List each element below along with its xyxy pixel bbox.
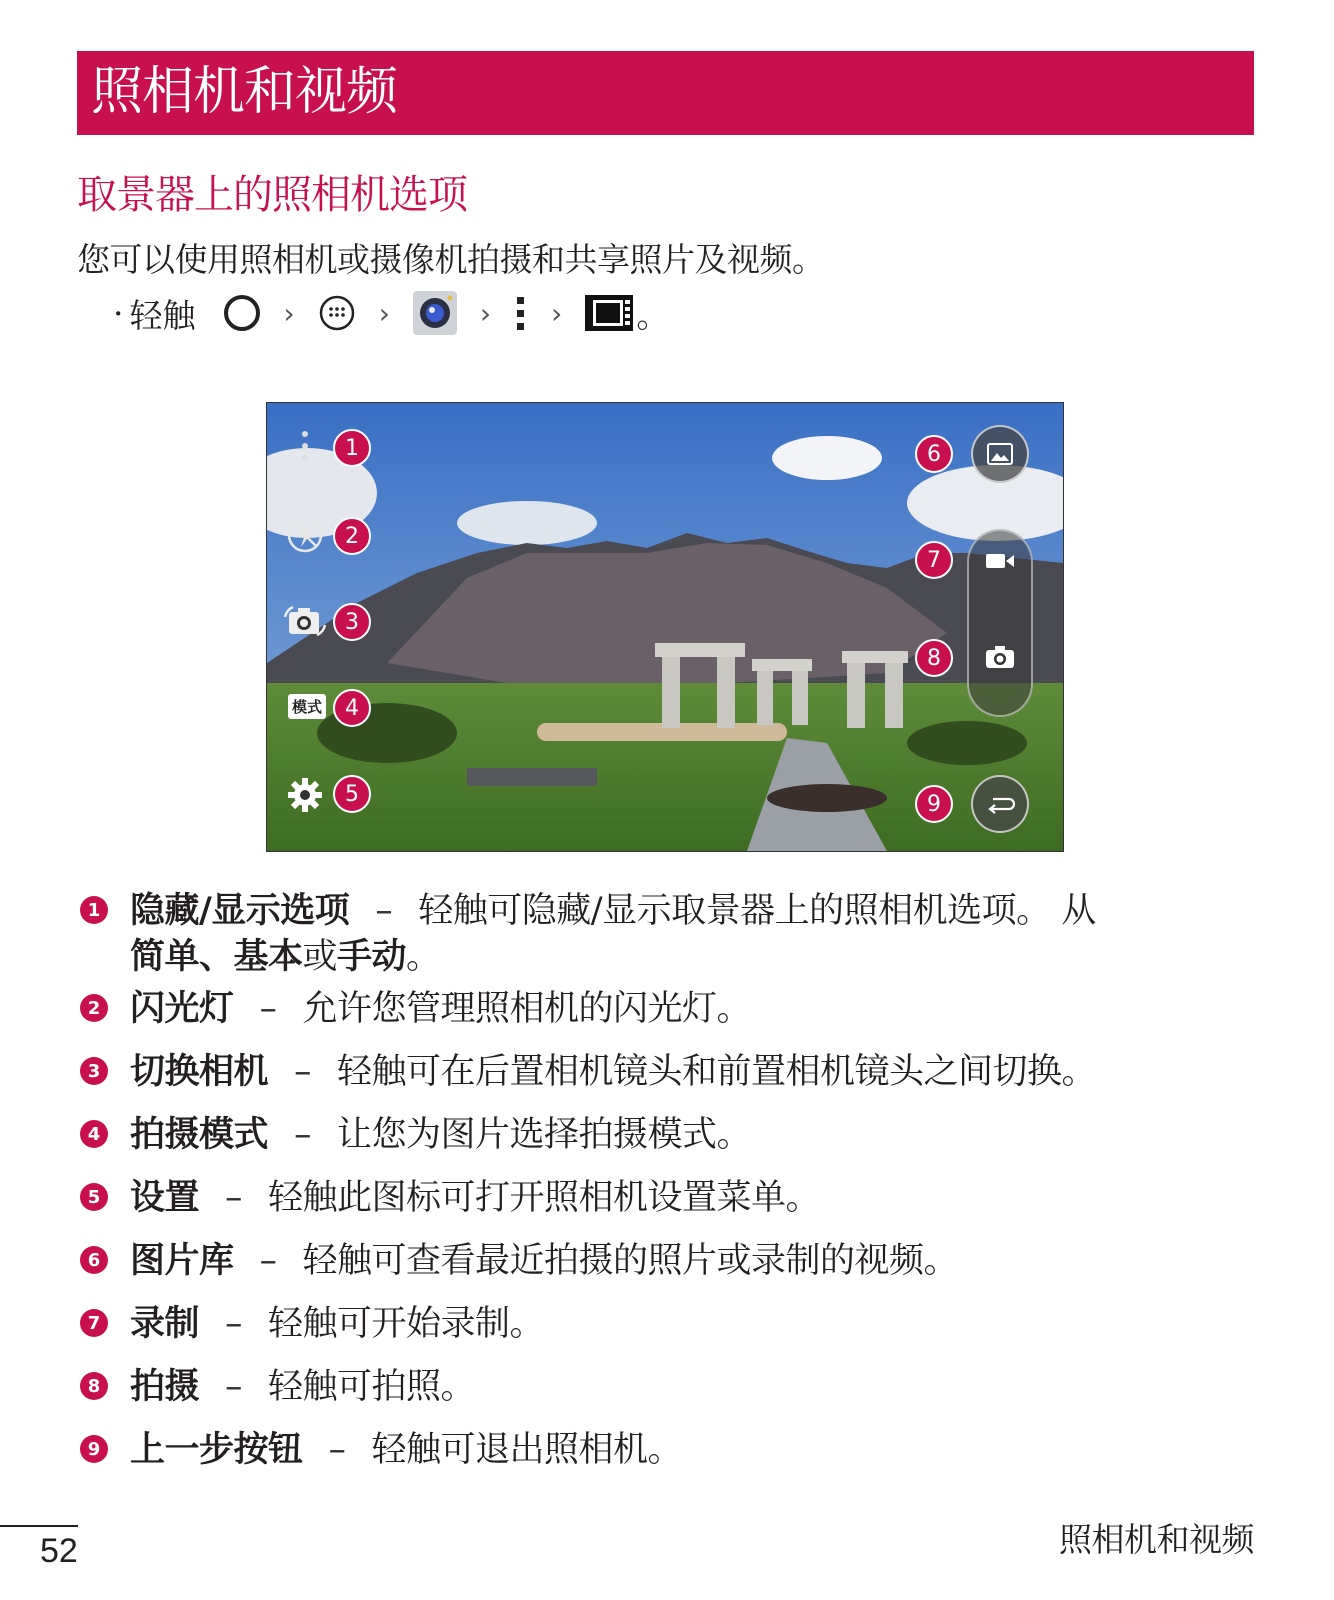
badge-4: 4	[333, 689, 371, 727]
separator: ›	[283, 296, 295, 330]
gallery-button[interactable]	[971, 425, 1029, 483]
item-desc: 让您为图片选择拍摄模式。	[337, 1115, 752, 1155]
mode-label: 模式	[288, 694, 326, 719]
flash-off-icon[interactable]	[285, 515, 325, 555]
list-item: 4 拍摄模式 – 让您为图片选择拍摄模式。	[80, 1112, 751, 1158]
shot-mode-button[interactable]	[285, 691, 329, 721]
switch-camera-icon[interactable]	[283, 601, 327, 641]
item-desc: 轻触此图标可打开照相机设置菜单。	[268, 1178, 821, 1218]
badge-7: 7	[915, 541, 953, 579]
badge-9: 9	[915, 785, 953, 823]
item-number: 8	[80, 1372, 108, 1400]
item-number: 4	[80, 1120, 108, 1148]
item-number: 3	[80, 1057, 108, 1085]
item-term: 隐藏/显示选项	[130, 891, 350, 931]
film-icon	[584, 293, 634, 333]
list-item: 8 拍摄 – 轻触可拍照。	[80, 1364, 475, 1410]
section-title: 取景器上的照相机选项	[77, 172, 467, 218]
list-item: 5 设置 – 轻触此图标可打开照相机设置菜单。	[80, 1175, 820, 1221]
steps-label: 轻触	[129, 295, 196, 335]
item-term: 设置	[130, 1178, 200, 1218]
back-arrow-icon	[985, 793, 1015, 815]
item-number: 7	[80, 1309, 108, 1337]
item-desc: 轻触可退出照相机。	[371, 1430, 683, 1470]
badge-8: 8	[915, 639, 953, 677]
item-term: 拍摄模式	[130, 1115, 269, 1155]
separator: ›	[378, 296, 390, 330]
item-desc: 轻触可开始录制。	[268, 1304, 545, 1344]
badge-1: 1	[333, 429, 371, 467]
list-item: 3 切换相机 – 轻触可在后置相机镜头和前置相机镜头之间切换。	[80, 1049, 1096, 1095]
capture-button[interactable]	[972, 629, 1028, 685]
item-desc: 轻触可隐藏/显示取景器上的照相机选项。 从	[418, 891, 1096, 931]
item-number: 2	[80, 994, 108, 1022]
bullet: ·	[113, 293, 124, 333]
gear-icon[interactable]	[285, 775, 325, 815]
list-item: 1 隐藏/显示选项 – 轻触可隐藏/显示取景器上的照相机选项。 从 简单、基本或手动。	[80, 888, 1096, 980]
footer-rule	[0, 1525, 78, 1527]
camera-app-icon	[412, 290, 458, 336]
separator: ›	[479, 296, 492, 330]
steps-end: 。	[636, 295, 670, 335]
video-camera-icon	[985, 551, 1015, 571]
steps-line	[113, 290, 669, 336]
separator: ›	[551, 296, 563, 330]
item-term-2: 简单、基本	[130, 937, 303, 977]
item-number: 9	[80, 1435, 108, 1463]
badge-3: 3	[333, 603, 371, 641]
item-number: 1	[80, 896, 108, 924]
item-term: 录制	[130, 1304, 200, 1344]
record-button[interactable]	[972, 533, 1028, 589]
item-desc: 轻触可在后置相机镜头和前置相机镜头之间切换。	[337, 1052, 1097, 1092]
list-item: 9 上一步按钮 – 轻触可退出照相机。	[80, 1427, 682, 1473]
item-desc: 轻触可查看最近拍摄的照片或录制的视频。	[302, 1241, 959, 1281]
item-term: 闪光灯	[130, 989, 234, 1029]
chapter-title: 照相机和视频	[91, 62, 398, 122]
back-button[interactable]	[971, 775, 1029, 833]
more-options-icon[interactable]	[297, 429, 313, 463]
footer-chapter: 照相机和视频	[1059, 1520, 1254, 1559]
list-item: 6 图片库 – 轻触可查看最近拍摄的照片或录制的视频。	[80, 1238, 958, 1284]
item-term: 切换相机	[130, 1052, 269, 1092]
camera-icon	[985, 645, 1015, 669]
image-icon	[987, 443, 1013, 465]
intro-text: 您可以使用照相机或摄像机拍摄和共享照片及视频。	[77, 240, 825, 279]
item-desc: 轻触可拍照。	[268, 1367, 476, 1407]
chapter-banner	[77, 51, 1254, 135]
more-vertical-icon	[513, 293, 529, 333]
camera-viewfinder-screenshot	[266, 402, 1064, 852]
badge-6: 6	[915, 435, 953, 473]
badge-5: 5	[333, 775, 371, 813]
page-number: 52	[40, 1532, 78, 1570]
item-term: 图片库	[130, 1241, 234, 1281]
item-term: 上一步按钮	[130, 1430, 303, 1470]
badge-2: 2	[333, 517, 371, 555]
list-item: 2 闪光灯 – 允许您管理照相机的闪光灯。	[80, 986, 751, 1032]
apps-grid-icon	[317, 293, 357, 333]
item-number: 5	[80, 1183, 108, 1211]
home-circle-icon	[222, 293, 262, 333]
item-term: 拍摄	[130, 1367, 200, 1407]
list-item: 7 录制 – 轻触可开始录制。	[80, 1301, 544, 1347]
item-number: 6	[80, 1246, 108, 1274]
item-desc: 允许您管理照相机的闪光灯。	[302, 989, 752, 1029]
